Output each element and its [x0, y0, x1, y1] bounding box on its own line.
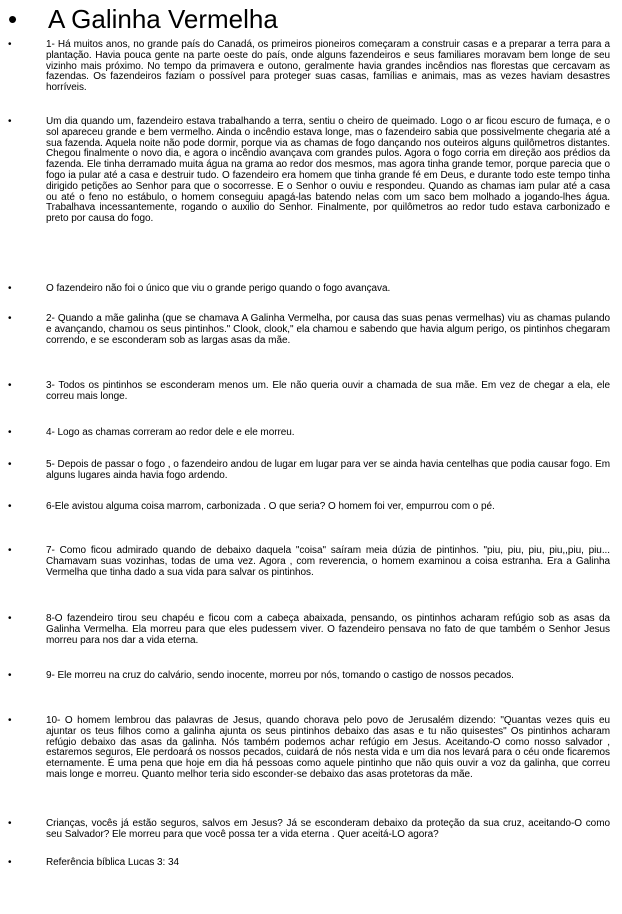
bullet: • [8, 501, 12, 512]
bullet: • [8, 313, 12, 324]
title-row [8, 4, 608, 36]
bullet: • [8, 613, 12, 624]
paragraph-text: Um dia quando um, fazendeiro estava trabalhando a terra, sentiu o cheiro de queimado. Logo o ar ficou escuro de fumaça, e o sol apareceu grande e bem vermelho. Ainda o incêndio estava longe, mas o fazendeiro sabia que possivelmente chegaria até a sua fazenda. Aquela noite não pode dormir, porque via as chamas de fogo dançando nos outeiros alguns quilômetros distantes. Chegou finalmente o novo dia, e agora o incêndio avançava com grandes pulos. Agora o fogo corria em direção aos prédios da fazenda. Ele tinha derramado muita água na grama ao redor dos mesmos, mas agora tinha grande temor, porque parecia que o fogo ia pular até a casa e destruir tudo. O fazendeiro era homem que tinha grande fé em Deus, e durante todo este tempo tinha dirigido petições ao Senhor para que o socorresse. E o Senhor o ouviu e respondeu. Quando as chamas iam pular até a casa ou até o feno no estábulo, o homem conseguiu apagá-las batendo nelas com um saco bem molhado a jogando-lhes água. Trabalhava incessantemente, rogando o auxilio do Senhor. Finalmente, por quilômetros ao redor tudo estava carbonizado e preto por causa do fogo. [46, 116, 610, 225]
bullet: • [8, 545, 12, 556]
paragraph-text: 7- Como ficou admirado quando de debaixo daquela "coisa" saíram meia dúzia de pintinhos. "piu, piu, piu, piu,,piu, piu... Chamavam suas vozinhas, todas de uma vez. Agora , com reverencia, o homem examinou a coisa estranha. Era a Galinha Vermelha que tinha dado a sua vida para salvar os pintinhos. [46, 545, 610, 578]
paragraph-text: 5- Depois de passar o fogo , o fazendeiro andou de lugar em lugar para ver se ainda havia centelhas que podia causar fogo. Em alguns lugares ainda havia fogo ardendo. [46, 459, 610, 481]
paragraph-text: 4- Logo as chamas correram ao redor dele e ele morreu. [46, 427, 295, 438]
paragraph-text: O fazendeiro não foi o único que viu o grande perigo quando o fogo avançava. [46, 283, 391, 294]
paragraph-text: 3- Todos os pintinhos se esconderam menos um. Ele não queria ouvir a chamada de sua mãe. Em vez de chegar a ela, ele correu mais longe. [46, 380, 610, 402]
bullet: • [8, 857, 12, 868]
bullet: • [8, 459, 12, 470]
paragraph-text: 2- Quando a mãe galinha (que se chamava A Galinha Vermelha, por causa das suas penas vermelhas) viu as chamas pulando e avançando, chamou os seus pintinhos." Clook, clook," ela chamou e sabendo que havia algum perigo, os pintinhos chegaram correndo, e se esconderam sob as largas asas da mãe. [46, 313, 610, 346]
bullet: • [8, 39, 12, 50]
paragraph-text: Crianças, vocês já estão seguros, salvos em Jesus? Já se esconderam debaixo da proteção da sua cruz, aceitando-O como seu Salvador? Ele morreu para que você possa ter a vida eterna . Quer aceitá-LO agora? [46, 818, 610, 840]
bullet: • [8, 380, 12, 391]
paragraph-text: 9- Ele morreu na cruz do calvário, sendo inocente, morreu por nós, tomando o castigo de nossos pecados. [46, 670, 514, 681]
paragraph-text: 1- Há muitos anos, no grande país do Canadá, os primeiros pioneiros começaram a construir casas e a preparar a terra para a plantação. Havia pouca gente na parte oeste do país, onde alguns fazendeiros e seus familiares moravam bem longe de seu vizinho mais próximo. No tempo da primavera e outono, geralmente havia grandes incêndios nas florestas que cercavam as fazendas. Os fazendeiros faziam o possível para proteger suas casas, famílias e animais, mas as vezes haviam desastres horríveis. [46, 39, 610, 94]
bullet: • [8, 283, 12, 294]
paragraph-text: 10- O homem lembrou das palavras de Jesus, quando chorava pelo povo de Jerusalém dizendo: "Quantas vezes quis eu ajuntar os teus filhos como a galinha ajunta os seus pintinhos debaixo das asas e tu não quisestes" Os pintinhos acharam refúgio debaixo das asas da galinha. Nós também podemos achar refúgio em Jesus. Aceitando-O como nosso salvador , estaremos seguros, Ele perdoará os nossos pecados, cuidará de nós nesta vida e um dia nos levará para o céu onde ficaremos eternamente. É uma pena que hoje em dia há pessoas como aquele pintinho que não quis ouvir a voz da galinha, que correu mais longe e morreu. Quanto melhor teria sido esconder-se debaixo das asas protetoras da mãe. [46, 715, 610, 780]
title-bullet: • [8, 4, 18, 34]
paragraph-text: Referência bíblica Lucas 3: 34 [46, 857, 180, 868]
bullet: • [8, 715, 12, 726]
paragraph-text: 6-Ele avistou alguma coisa marrom, carbonizada . O que seria? O homem foi ver, empurrou com o pé. [46, 501, 495, 512]
bullet: • [8, 427, 12, 438]
bullet: • [8, 670, 12, 681]
bullet: • [8, 116, 12, 127]
page-title: A Galinha Vermelha [48, 4, 278, 34]
paragraph-text: 8-O fazendeiro tirou seu chapéu e ficou com a cabeça abaixada, pensando, os pintinhos acharam refúgio sob as asas da Galinha Vermelha. Ela morreu para que eles pudessem viver. O fazendeiro pensava no fato de que também o Senhor Jesus morreu para nos dar a vida eterna. [46, 613, 610, 646]
bullet: • [8, 818, 12, 829]
